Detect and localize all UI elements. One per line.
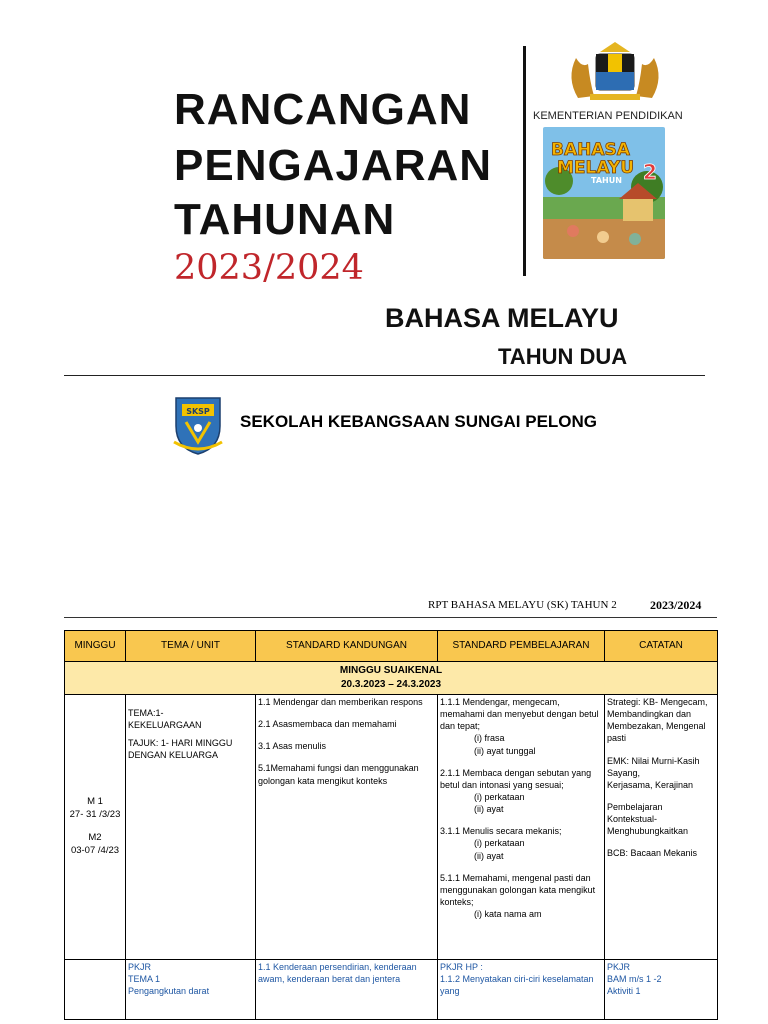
pembelajaran-item: 1.1.1 Mendengar, mengecam, memahami dan menyebut dengan betul dan tepat;: [440, 697, 599, 732]
header-minggu: MINGGU: [65, 631, 126, 662]
catatan-item: Kerjasama, Kerajinan: [607, 779, 694, 790]
header-kandungan: STANDARD KANDUNGAN: [256, 631, 438, 662]
tema-line: TEMA 1: [128, 974, 161, 985]
suaikenal-label: MINGGU SUAIKENAL: [339, 664, 443, 676]
week-2-label: M2: [88, 832, 102, 843]
pembelajaran-item: PKJR HP :: [440, 962, 483, 972]
textbook-cover-image: [543, 127, 665, 259]
title-line-3: TAHUNAN: [174, 195, 396, 244]
pembelajaran-subitem: (i) kata nama am: [474, 909, 542, 920]
table-row: [65, 960, 718, 1020]
header-pembelajaran: STANDARD PEMBELAJARAN: [438, 631, 605, 662]
school-name: SEKOLAH KEBANGSAAN SUNGAI PELONG: [240, 412, 598, 431]
catatan-item: Strategi: KB- Mengecam, Membandingkan dan Membezakan, Mengenal pasti: [607, 697, 708, 744]
catatan-cell: [605, 695, 718, 960]
title-line-1: RANCANGAN: [174, 85, 472, 134]
week-1-label: M 1: [87, 796, 103, 808]
level-title: TAHUN DUA: [498, 344, 628, 369]
header-tema: TEMA / UNIT: [126, 631, 256, 662]
tema-cell: [126, 695, 256, 960]
kandungan-item: 3.1 Asas menulis: [258, 741, 327, 752]
pembelajaran-item: 3.1.1 Menulis secara mekanis;: [440, 826, 562, 837]
table-row: [65, 695, 718, 960]
week-cell: [65, 695, 126, 960]
book-number: 2: [643, 160, 657, 184]
pembelajaran-subitem: (ii) ayat: [474, 804, 504, 815]
book-title-1: BAHASA: [551, 140, 630, 160]
suaikenal-cell: [65, 662, 718, 695]
pembelajaran-subitem: (ii) ayat tunggal: [474, 745, 536, 756]
kandungan-item: 1.1 Kenderaan persendirian, kenderaan awam, kenderaan berat dan jentera: [258, 962, 417, 985]
tajuk-line: DENGAN KELUARGA: [128, 750, 219, 761]
pembelajaran-subitem: (i) perkataan: [474, 838, 525, 849]
kandungan-item: 2.1 Asasmembaca dan memahami: [258, 719, 397, 730]
title-line-2: PENGAJARAN: [174, 141, 493, 190]
catatan-item: BAM m/s 1 -2: [607, 974, 662, 985]
catatan-item: Pembelajaran Kontekstual-Menghubungkaitkan: [607, 801, 689, 837]
kandungan-item: 5.1Memahami fungsi dan menggunakan golongan kata mengikut konteks: [258, 763, 419, 786]
pembelajaran-subitem: (i) frasa: [474, 733, 505, 744]
book-title-2: MELAYU: [557, 158, 635, 178]
header-rule: [64, 617, 717, 618]
pembelajaran-cell: [438, 695, 605, 960]
doc-header-year: 2023/2024: [650, 598, 702, 612]
week-2-dates: 03-07 /4/23: [70, 844, 120, 856]
week-1-dates: 27- 31 /3/23: [69, 809, 121, 821]
book-subtitle: TAHUN: [591, 176, 622, 185]
week-cell-empty: [65, 960, 126, 1020]
suaikenal-row: [65, 662, 718, 695]
header-catatan: CATATAN: [605, 631, 718, 662]
school-logo-icon: [172, 392, 224, 456]
tema-cell: [126, 960, 256, 1020]
kandungan-cell: [256, 695, 438, 960]
pembelajaran-subitem: (i) perkataan: [474, 791, 525, 802]
cover-rule: [64, 375, 705, 376]
catatan-item: BCB: Bacaan Mekanis: [607, 848, 698, 859]
tema-line: PKJR: [128, 962, 152, 972]
rpt-table: [64, 630, 718, 1020]
doc-header-text: RPT BAHASA MELAYU (SK) TAHUN 2: [428, 599, 617, 611]
catatan-cell: [605, 960, 718, 1020]
tema-line: KEKELUARGAAN: [128, 720, 202, 731]
kandungan-cell: [256, 960, 438, 1020]
pembelajaran-subitem: (ii) ayat: [474, 850, 504, 861]
subject-title: BAHASA MELAYU: [385, 303, 619, 333]
cover-year: 2023/2024: [174, 248, 364, 288]
school-logo-letters: SKSP: [186, 407, 210, 416]
kandungan-item: 1.1 Mendengar dan memberikan respons: [258, 697, 423, 707]
pembelajaran-item: 2.1.1 Membaca dengan sebutan yang betul dan intonasi yang sesuai;: [440, 767, 592, 790]
tajuk-line: TAJUK: 1- HARI MINGGU: [128, 738, 233, 749]
pembelajaran-cell: [438, 960, 605, 1020]
ministry-label: KEMENTERIAN PENDIDIKAN: [533, 110, 683, 122]
divider: [523, 46, 526, 276]
pembelajaran-item: 1.1.2 Menyatakan ciri-ciri keselamatan yang: [440, 974, 594, 997]
catatan-item: PKJR: [607, 962, 631, 972]
catatan-item: Aktiviti 1: [607, 986, 641, 997]
catatan-item: EMK: Nilai Murni-Kasih Sayang,: [607, 755, 700, 778]
tema-line: TEMA:1-: [128, 708, 164, 718]
pembelajaran-item: 5.1.1 Memahami, mengenal pasti dan menggunakan golongan kata mengikut konteks;: [440, 872, 596, 907]
table-header-row: [65, 631, 718, 662]
suaikenal-dates: 20.3.2023 – 24.3.2023: [340, 679, 442, 690]
tema-line: Pengangkutan darat: [128, 986, 210, 997]
malaysia-crest-icon: [560, 38, 670, 106]
